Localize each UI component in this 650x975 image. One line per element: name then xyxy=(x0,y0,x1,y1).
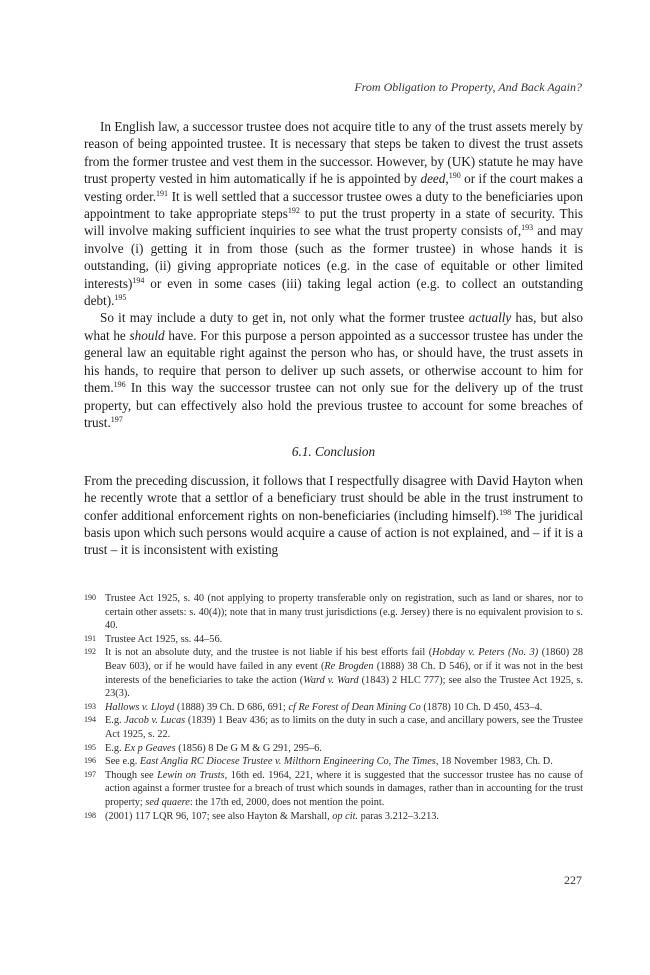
text-run: Trustee Act 1925, ss. 44–56. xyxy=(105,633,223,645)
italic-text: East Anglia RC Diocese Trustee v. Milthorn Engineering Co, The Times xyxy=(139,756,436,768)
text-run: (1888) 39 Ch. D 686, 691; xyxy=(174,701,289,713)
italic-text: Ex p Geaves xyxy=(124,742,176,754)
text-run: , 16th ed. 1964, 221, where it is suggested that the successor trustee has no cause of action against a former trustee for a breach of trust which sounds in damages, rather than in accounting for the trust property; xyxy=(105,769,584,808)
footnote-ref: 196 xyxy=(113,380,126,390)
footnote-ref: 193 xyxy=(521,223,534,233)
footnote-ref: 190 xyxy=(448,171,461,181)
footnote-number: 193 xyxy=(84,701,96,711)
text-run: The juridical basis upon which such persons would acquire a cause of action is not explained, and – if it is a trust – it is inconsistent with existing xyxy=(84,507,583,558)
text-run: So it may include a duty to get in, not only what the former trustee xyxy=(100,310,469,326)
text-run: have. For this purpose a person appointed as a successor trustee has under the general law an equitable right against the person who has, or should have, the trust assets in his hands, to require that person to deliver up such assets, or otherwise account to him for them. xyxy=(84,327,583,396)
text-run: paras 3.212–3.213. xyxy=(358,810,439,822)
italic-text: Hobday v. Peters (No. 3) xyxy=(432,647,539,659)
text-run: (1878) 10 Ch. D 450, 453–4. xyxy=(420,701,543,713)
footnote-ref: 195 xyxy=(114,293,127,303)
text-run: E.g. xyxy=(105,715,125,727)
text-run: (2001) 117 LQR 96, 107; see also Hayton & Marshall, xyxy=(105,810,333,822)
footnote-ref: 197 xyxy=(110,414,123,424)
text-run: (1888) 38 Ch. D 546), or if it was not in the best interests of the beneficiaries to take the action ( xyxy=(105,660,584,686)
italic-text: sed quaere xyxy=(145,796,190,808)
italic-text: Ward v. Ward xyxy=(303,674,359,686)
footnote-ref: 192 xyxy=(287,206,300,216)
text-run: (1860) 28 Beav 603), or if he would have failed in any event ( xyxy=(105,647,584,672)
footnote-number: 192 xyxy=(84,647,96,657)
footnote-number: 194 xyxy=(84,715,96,725)
footnote-number: 196 xyxy=(84,756,96,766)
text-run: (1839) 1 Beav 436; as to limits on the duty in such a case, and ancillary powers, see the Trustee Act 1925, s. 22. xyxy=(105,715,583,740)
text-run: or even in some cases (iii) taking legal action (e.g. to collect an outstanding debt). xyxy=(84,275,583,309)
text-run: It is well settled that a successor trustee owes a duty to the beneficiaries upon appointment to take appropriate steps xyxy=(84,188,583,222)
footnote xyxy=(84,742,583,756)
text-run: and may involve (i) getting it in from those (such as the former trustee) in whose hands it is outstanding, (ii) giving appropriate notices (e.g. in the case of equitable or other limited interests) xyxy=(84,223,583,291)
text-run: (1856) 8 De G M & G 291, 295–6. xyxy=(175,742,322,754)
text-run: has, but also what he xyxy=(84,310,583,343)
italic-text: actually xyxy=(468,310,512,326)
italic-text: Lewin on Trusts xyxy=(157,769,225,781)
text-run: , xyxy=(445,171,449,187)
page-number: 227 xyxy=(564,873,582,887)
footnote-ref: 198 xyxy=(499,507,512,517)
italic-text: should xyxy=(129,327,165,343)
text-run: In English law, a successor trustee does not acquire title to any of the trust assets merely by reason of being appointed trustee. It is necessary that steps be taken to divest the trust assets from the former trustee and vest them in the successor. However, by (UK) statute he may have trust property vested in him automatically if he is appointed by xyxy=(84,119,583,187)
text-run: E.g. xyxy=(105,742,125,754)
italic-text: Hallows v. Lloyd xyxy=(105,701,175,713)
section-heading: 6.1. Conclusion xyxy=(291,444,376,460)
text-run: Though see xyxy=(105,769,158,781)
footnote-number: 190 xyxy=(84,593,96,602)
paragraph xyxy=(84,118,583,309)
italic-text: cf Re Forest of Dean Mining Co xyxy=(288,701,421,713)
paragraph xyxy=(84,309,583,431)
text-run: : the 17th ed, 2000, does not mention the point. xyxy=(189,796,385,808)
italic-text: deed xyxy=(420,171,446,187)
footnote-number: 198 xyxy=(84,810,96,820)
italic-text: Jacob v. Lucas xyxy=(124,715,186,727)
footnote xyxy=(84,701,583,715)
text-run: In this way the successor trustee can not only sue for the delivery up of the trust property, but can effectively also hold the previous trustee to account for some breaches of trust. xyxy=(84,380,583,430)
footnote xyxy=(84,633,583,647)
footnote-ref: 194 xyxy=(132,275,145,285)
footnote-number: 197 xyxy=(84,769,96,779)
footnote-number: 195 xyxy=(84,742,96,752)
footnote xyxy=(84,646,583,700)
footnote xyxy=(84,755,583,769)
text-run: Trustee Act 1925, s. 40 (not applying to property transferable only on registration, such as land or shares, nor to certain other assets: s. 40(4)); note that in many trust jurisdictions (e.g. Jersey) there is no equivalent provision to s. 40. xyxy=(105,593,583,632)
italic-text: op cit. xyxy=(332,810,359,822)
italic-text: Re Brogden xyxy=(324,660,374,672)
text-run: (1843) 2 HLC 777); see also the Trustee Act 1925, s. 23(3). xyxy=(105,674,584,700)
footnote-ref: 191 xyxy=(156,188,169,198)
text-run: to put the trust property in a state of security. This will involve making sufficient inquiries to see what the trust property consists of, xyxy=(84,206,583,239)
text-run: or if the court makes a vesting order. xyxy=(84,171,584,204)
text-run: From the preceding discussion, it follows that I respectfully disagree with David Hayton when he recently wrote that a settlor of a beneficiary trust should be able in the trust instrument to confer additional enforcement rights on non-beneficiaries (including himself). xyxy=(84,472,583,523)
footnote xyxy=(84,769,583,810)
conclusion-paragraph xyxy=(84,472,583,559)
text-run: , 18 November 1983, Ch. D. xyxy=(435,756,553,768)
footnote xyxy=(84,714,583,741)
running-title: From Obligation to Property, And Back Again? xyxy=(354,80,582,94)
text-run: It is not an absolute duty, and the trustee is not liable if his best efforts fail ( xyxy=(105,647,433,659)
footnotes xyxy=(84,592,583,823)
text-run: See e.g. xyxy=(105,756,140,768)
footnote xyxy=(84,810,583,824)
footnote-number: 191 xyxy=(84,633,96,643)
main-text xyxy=(84,118,583,559)
footnote xyxy=(84,592,583,633)
